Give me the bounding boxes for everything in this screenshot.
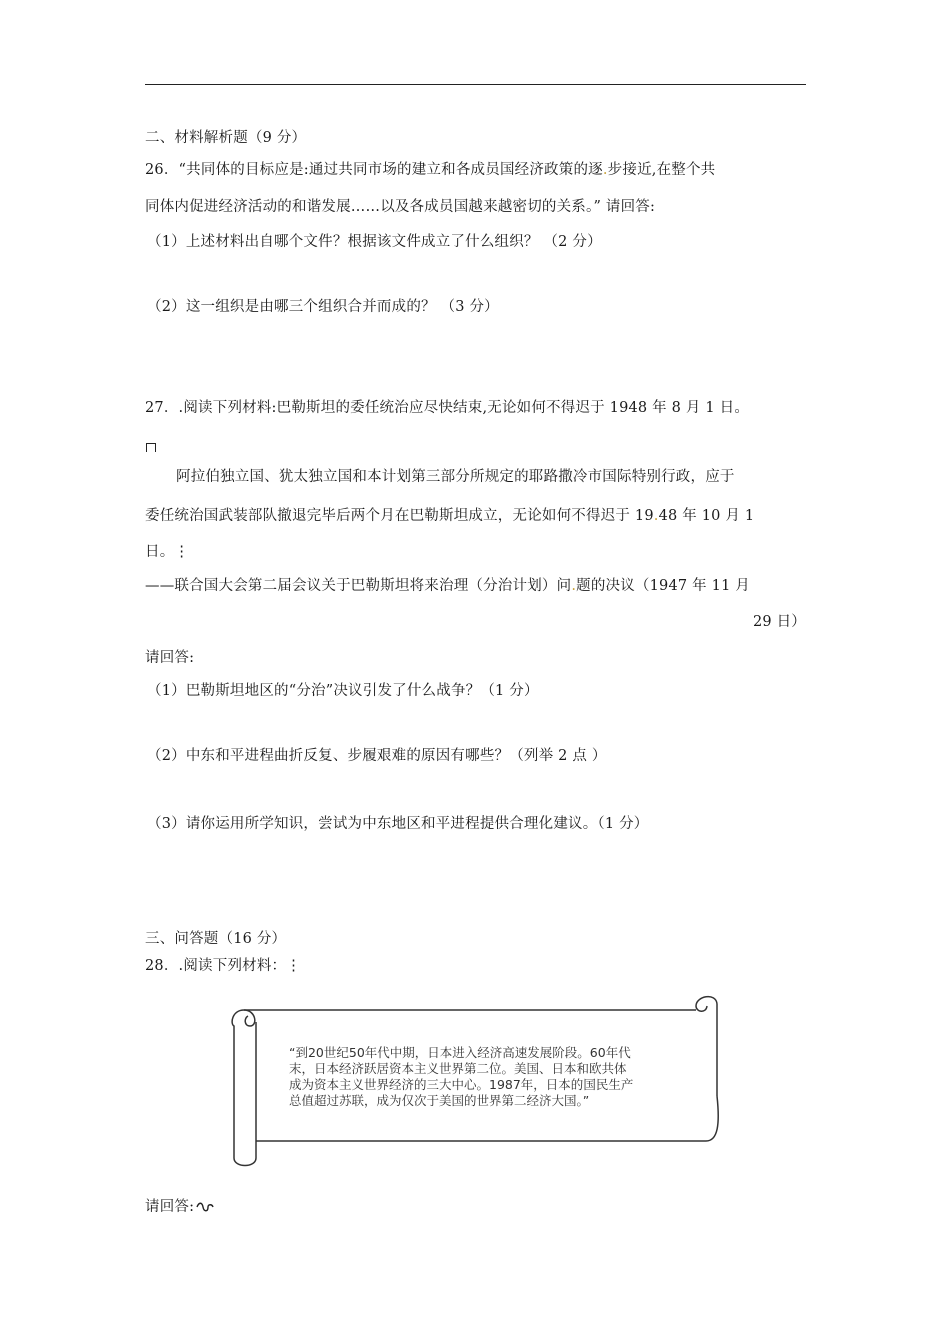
q27-sub1: （1）巴勒斯坦地区的“分治”决议引发了什么战争？（1 分） (147, 683, 539, 699)
scroll-line: 末，日本经济跃居资本主义世界第二位。美国、日本和欧共体 (289, 1061, 627, 1076)
q27-source-date: 29 日） (752, 614, 806, 630)
q26-line1: 26．“共同体的目标应是:通过共同市场的建立和各成员国经济政策的逐.步接近,在整个共 (145, 162, 716, 178)
dot-mark: . (602, 162, 608, 178)
section2-heading: 二、材料解析题（9 分） (145, 130, 307, 146)
q28-prompt: 请回答: (145, 1197, 214, 1217)
dot-mark: . (571, 578, 577, 594)
q27-source: ——联合国大会第二届会议关于巴勒斯坦将来治理（分治计划）问.题的决议（1947 年 11 月 (145, 578, 751, 594)
q27-line1: 27．.阅读下列材料:巴勒斯坦的委任统治应尽快结束,无论如何不得迟于 1948 年 8 月 1 日。 (145, 400, 750, 416)
q28-line1: 28．.阅读下列材料：⋮ (145, 958, 301, 974)
q26-line2: 同体内促进经济活动的和谐发展……以及各成员国越来越密切的关系。” 请回答: (145, 199, 656, 215)
scroll-line: 成为资本主义世界经济的三大中心。1987年，日本的国民生产 (289, 1077, 634, 1092)
squiggle-mark (196, 1202, 214, 1212)
q27-prompt: 请回答: (145, 650, 195, 666)
q27-para1: 阿拉伯独立国、犹太独立国和本计划第三部分所规定的耶路撒冷市国际特别行政，应于 (176, 469, 735, 485)
q27-sub3: （3）请你运用所学知识，尝试为中东地区和平进程提供合理化建议。（1 分） (147, 816, 649, 832)
bracket-mark (146, 443, 156, 452)
dot-mark: . (653, 508, 659, 524)
q27-para2: 委任统治国武装部队撤退完毕后两个月在巴勒斯坦成立，无论如何不得迟于 19.48 年 10 月 1 (145, 508, 755, 524)
scroll-line: 总值超过苏联，成为仅次于美国的世界第二经济大国。” (289, 1093, 590, 1108)
scroll-line: “到20世纪50年代中期，日本进入经济高速发展阶段。60年代 (289, 1045, 631, 1060)
q26-sub1: （1）上述材料出自哪个文件？根据该文件成立了什么组织？ （2 分） (147, 234, 602, 250)
q27-sub2: （2）中东和平进程曲折反复、步履艰难的原因有哪些？（列举 2 点 ） (147, 748, 607, 764)
scroll-quote (289, 1045, 689, 1109)
header-rule (145, 84, 806, 85)
q27-para3: 日。⋮ (145, 544, 190, 560)
section3-heading: 三、问答题（16 分） (145, 931, 287, 947)
q26-sub2: （2）这一组织是由哪三个组织合并而成的？ （3 分） (147, 299, 499, 315)
